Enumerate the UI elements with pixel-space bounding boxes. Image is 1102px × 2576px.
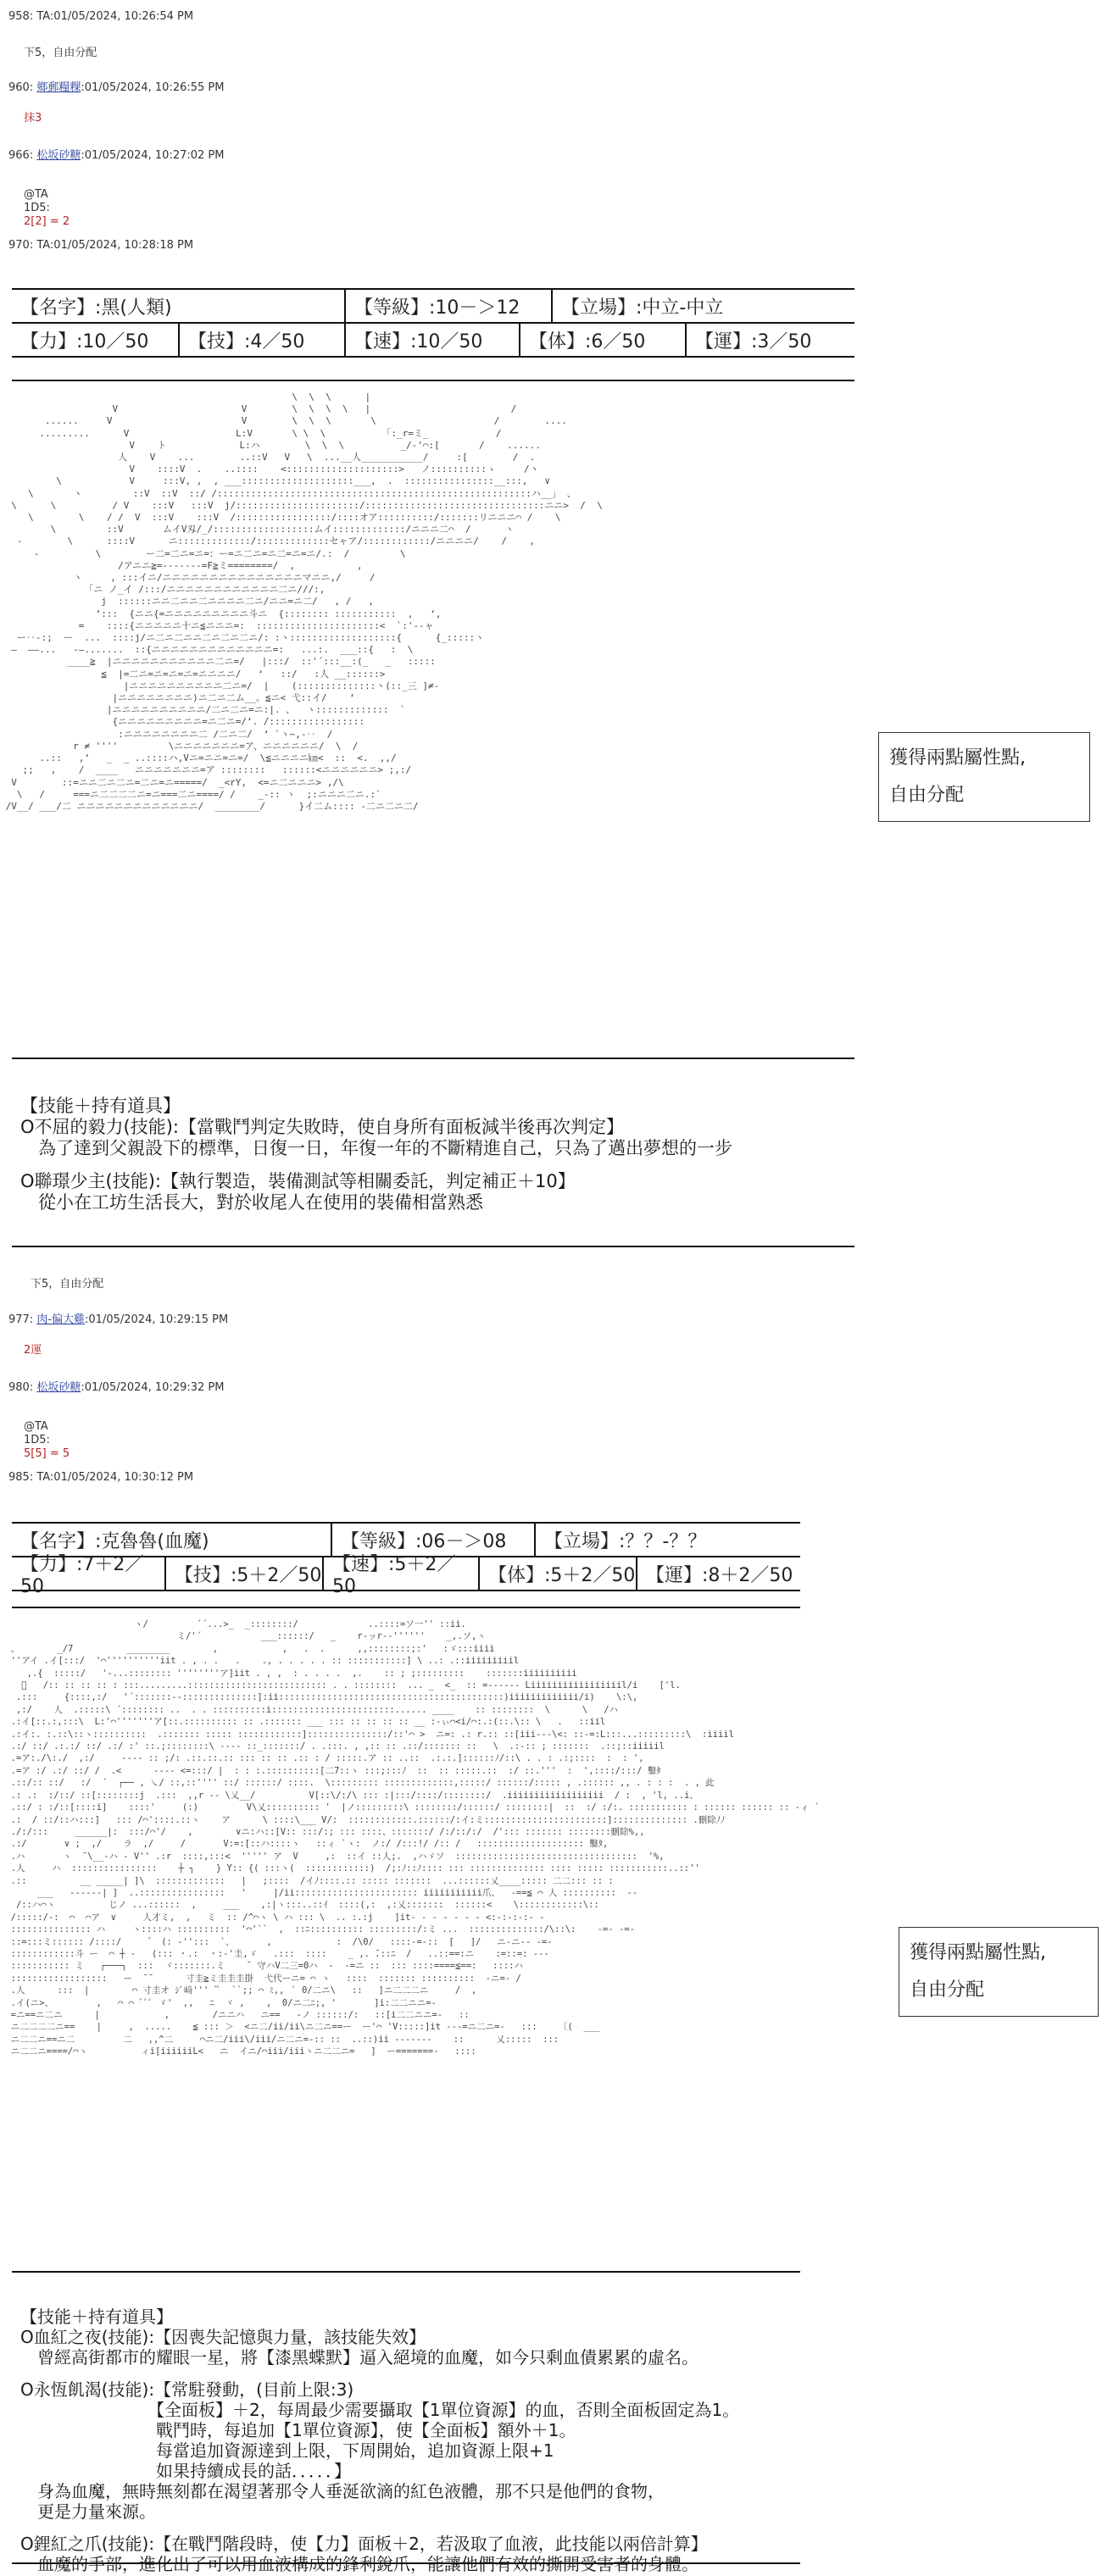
skill-title: O鋰紅之爪(技能):【在戰鬥階段時，使【力】面板＋2，若汲取了血液，此技能以兩倍計算】 xyxy=(20,2534,708,2554)
post-body-970: 下5，自由分配 xyxy=(31,1278,104,1291)
char2-name: 【名字】:克魯魯(血魔) xyxy=(20,1530,209,1552)
char2-side-note: 獲得兩點屬性點, 自由分配 xyxy=(899,1927,1099,2017)
char1-side-note: 獲得兩點屬性點, 自由分配 xyxy=(878,732,1090,822)
skill-detail: 如果持續成長的話．．．．．】 xyxy=(20,2461,351,2481)
char1-stat-row-1 xyxy=(12,288,854,322)
char2-skills xyxy=(20,2286,739,2574)
skill-detail: 【全面板】＋2，每周最少需要攝取【1單位資源】的血，否則全面板固定為1。 xyxy=(20,2400,740,2420)
skill-desc: 身為血魔，無時無刻都在渴望著那令人垂涎欲滴的紅色液體，那不只是他們的食物， xyxy=(20,2481,665,2501)
char1-luck: 【運】:3／50 xyxy=(685,324,854,356)
char2-art-top-rule xyxy=(12,1607,800,1608)
post-body-980: @TA 1D5: 5[5] = 5 xyxy=(24,1420,70,1460)
char1-art-top-rule xyxy=(12,380,854,381)
char1-ascii-art: \ \ \ | V V \ \ \ \ | / ...... V V \ \ \ \ / .... ......... V L:V \ \ \ 「:_r=ミ_ / V ト L:ハ \ \ \ _/-'⌒:[ / ...... 人 V ... ..::V V \ ...__人___________/ :[ / . V ::::V . ..:::: <::::::::::::::::::::> ノ::::::::::ゝ /ヽ \ V :::V, , , ___::::::::::::::::::::___, . ::::::::::::::::__:::, ∨ \ ヽ ::V ::V ::/ /::::::::::::::::::::::::::::::::::::::::::::::::::::::::ハ__」 、 \ \ / V :::V :::V j/::::::::::::::::::::::/::::::::::::::::::::::::::::::::ニニ> / \ \ \ / / V :::V :::V /:::::::::::::::::/::::オア::::::::::/:::::::リニニニ⌒ / \ \ ::V ムイV刄/_/::::::::::::::::::ムイ:::::::::::::/ニニニ二⌒ / ヽ - \ ::::V ニ:::::::::::::/:::::::::::::セャア/::::::::::::/ニニニニ/ / , - \ ー二=二ニ=ニ=：ー=ニ二ニ=ニ二=ニ=ニ/.: / \ /アニニ≧=-------=F≧ミ========/ , , ヽ , :::イニ/ニニニニニニニニニニニニニニニマニニ,/ / 「ニ ノ_イ /:::/ニニニニニニニニニニニニ二ニ///:, j ::::::ニニ二ニニ二ニニニニ二ニ/ニニ=ニ二/ , / , ‘::: {ニニ{=ニニニニニニニニニ斗ニ {:::::::: ::::::::::: , ‘, = ::::{ニニニニニ十ニ≦ニニニ=: ::::::::::::::::::::::< `:'‐-ャ ー‥-:; ー ... ::::j/ニ二ニ二ニニ二ニ二ニ二ニ/: :ヽ:::::::::::::::::::{ {_:::::ヽ — ——... -—....... ::{ニニニニニニニニニニニニニ=: ...:. ___::{ : \ ____≧ |ニニニニニニニニニニニ二ニ=/ |:::/ ::'´:::__:(_ _ ::::: ≦ |=二ニ=ニ=ニ=ニ=ニニニニ/ ‘ ::/ :人 __::::::> |ニニニニニニニニニニ二ニ=/ | (::::::::::::::ヽ(::_三 ]≠- |ニニニニニニニニ)ニ二ニ二ム__。≦ニ< 弋::イ/ ‘ |ニニニニニニニニニニ/二ニ二ニ=ニ:|. 、 ヽ::::::::::::: ` {ニニニニニニニニニ=ニ二ニ=/‘. /::::::::::::::::: :ニニニニニニニニ二 /二ニ二/ ‘ `ヽ~,-‥ / r ≠ '''' \ニニニニニニニ=ア、ニニニニニニ/ \ / ..:: ,‘ _ _ ..::::ハ,Vニ=ニニ=ニ=/ \≦ニニニニ㎞< :: <. ,,/ ;; , / ____ ニニニニニニニ=ア :::::::: ::::::<ニニニニニニ> ;,:/ V ::=ニニ二ニ二ニ=二ニ=ニ=====/ _<rY, <=ニ二ニニニ> ,/\ \ / ===ニ二二二二ニ=ニ===二ニ====/ / _-:: ヽ ;:ニニニ二ニ.:` /V__/ ___/二 ニニニニニニニニニニニニニ/ ________/ }イ二ム:::: -二ニ二ニ二/ xyxy=(5,391,603,812)
char1-stat-table xyxy=(12,288,854,358)
post-header-966: 966: 松坂砂糖:01/05/2024, 10:27:02 PM xyxy=(8,149,225,162)
char2-skills-top-rule xyxy=(12,2271,800,2273)
char1-spd: 【速】:10／50 xyxy=(344,324,519,356)
post-body-958: 下5，自由分配 xyxy=(24,47,97,59)
char2-spd: 【速】:5＋2／50 xyxy=(322,1557,478,1590)
poster-name-link[interactable]: 鄉郵糧粿 xyxy=(36,81,81,94)
char2-level: 【等級】:06－＞08 xyxy=(331,1524,534,1556)
post-header-960: 960: 鄉郵糧粿:01/05/2024, 10:26:55 PM xyxy=(8,81,225,94)
char1-body: 【体】:6／50 xyxy=(519,324,685,356)
char1-skills xyxy=(20,1074,732,1213)
post-body-977: 2運 xyxy=(24,1344,42,1357)
char1-skills-bottom-rule xyxy=(12,1246,854,1247)
char2-stat-row-2 xyxy=(12,1554,800,1597)
skill-desc: 血魔的手部，進化出了可以用血液構成的鋒利銳爪，能讓他們有效的撕開受害者的身體。 xyxy=(20,2554,698,2574)
skill-desc: 為了達到父親設下的標準，日復一日，年復一年的不斷精進自己，只為了邁出夢想的一步 xyxy=(20,1138,732,1158)
post-body-960: 抹3 xyxy=(24,112,42,125)
char2-body: 【体】:5＋2／50 xyxy=(478,1557,636,1590)
char2-tech: 【技】:5＋2／50 xyxy=(164,1557,322,1590)
skill-title: O不屈的毅力(技能):【當戰鬥判定失敗時，使自身所有面板減半後再次判定】 xyxy=(20,1117,624,1137)
skill-title: O聯璟少主(技能):【執行製造，裝備測試等相關委託，判定補正＋10】 xyxy=(20,1171,576,1191)
post-body-966: @TA 1D5: 2[2] = 2 xyxy=(24,188,70,228)
skill-detail: 戰鬥時，每追加【1單位資源】，使【全面板】額外＋1。 xyxy=(20,2420,576,2440)
char2-stance: 【立場】:？？-？？ xyxy=(534,1524,800,1556)
post-header-970: 970: TA:01/05/2024, 10:28:18 PM xyxy=(8,239,194,252)
char1-str: 【力】:10／50 xyxy=(20,330,149,353)
skill-title: O永恆飢渴(技能):【常駐發動，(目前上限:3) xyxy=(20,2379,354,2400)
post-header-958: 958: TA:01/05/2024, 10:26:54 PM xyxy=(8,10,194,23)
char2-skills-bottom-rule xyxy=(12,2562,800,2564)
skill-desc: 曾經高街都市的耀眼一星，將【漆黑蝶默】逼入絕境的血魔，如今只剩血債累累的虛名。 xyxy=(20,2347,698,2368)
post-header-980: 980: 松坂砂糖:01/05/2024, 10:29:32 PM xyxy=(8,1381,225,1394)
poster-name-link[interactable]: 松坂砂糖 xyxy=(36,1381,81,1394)
char1-skills-top-rule xyxy=(12,1058,854,1059)
char2-stat-table xyxy=(12,1522,800,1597)
char1-name: 【名字】:黑(人類) xyxy=(20,297,172,319)
post-header-977: 977: 肉-偏大雞:01/05/2024, 10:29:15 PM xyxy=(8,1313,229,1326)
skills-title: 【技能＋持有道具】 xyxy=(20,2307,173,2327)
char1-stat-row-2 xyxy=(12,322,854,358)
poster-name-link[interactable]: 松坂砂糖 xyxy=(36,149,81,162)
skill-title: O血紅之夜(技能):【因喪失記憶與力量，該技能失效】 xyxy=(20,2327,426,2347)
skill-desc: 從小在工坊生活長大，對於收尾人在使用的裝備相當熟悉 xyxy=(20,1192,483,1213)
post-header-985: 985: TA:01/05/2024, 10:30:12 PM xyxy=(8,1471,194,1484)
char2-str: 【力】:7＋2／50 xyxy=(20,1554,144,1597)
poster-name-link[interactable]: 肉-偏大雞 xyxy=(36,1313,86,1326)
char1-level: 【等級】:10－＞12 xyxy=(344,290,551,322)
skills-title: 【技能＋持有道具】 xyxy=(20,1096,181,1116)
char1-tech: 【技】:4／50 xyxy=(178,324,344,356)
char2-ascii-art: ヽ/ ´´...>_ _::::::::/ ..::::=ソ一'' ::ii. ミ/'´ ___::::::/ _ r-ッr--'''''' _,.ソ,ヽ 、 _/7 ________ , , . . ,,::::::::;:' :ゞ:::iiii ''アイ .イ[:::/ '⌒''''''''''iit . , . . . ., . . . . . :: :::::::::::] \ ..: .::iiiiiiiiil ,.{ :::::/ '-...:::::::: ''''''''ア]iit . , , : . . . . ,. :: ; ;::::::::: :::::::iiiiiiiiii ゚ /:: :: :: :: : :::.........:::::::::::::::::::::::::: . . :::::::: ... _ <_ :: =------ Liiiiiiiiiiiiiiiiil/i ['l. .::: {::::,:/ '´:::::::--::::::::::::::]:ii::::::::::::::::::::::::::::::::::::::::::)iiiiiiiiiiiii/i) \:\, ,:/ 人 .:::::\ ´:::::::: .. . . ::::::::::i:::::::::::::::::::::::...... ____ :: :::::::: \ \ /ハ .:イ[::.:,:::\ L:'⌒'''''''ア[::.:::::::::: :: .::::::: ___ ::: :: :: :: :: __ :-ぃ⌒<i/⌒:.:(::.\:: \ . ::iil .:イ:. :.::\::ヽ:::::::::: .::::::: ::::: ::::::::::::]:::::::::::::::/::'⌒ > ニ=: .: r.:: ::[iii---\<: ::-=:L:::...:::::::::\ :iiiil .:/ ::/ .:.:/ ::/ .:/ :' ::.;::::::::\ ---- ::_:::::::/ . .:::. , ,:: :: .::/::::::: :: \ .:-:: ; ::::::: .::;::iiiiil .=ア:./\:./ ,:/ ---- :: ;/: .::.::.:: ::: :: :: .:: : / :::::.ア :: ..:: .:.:.]::::::ﾉ/::\ . . : .:;:::: : : ', .=ア :/ .:/ ::/ / .< ---- <=:::/ | : : :.::::::::::[二7::ヽ :::;:::ﾉ :: :: :::::.:: :/ ::.''' : ',::::/:::/ 鑿ﾀ .::/:: ::/ :/ ´ ┌── , ㇏/ ::,::'''' ::/ ::::::/ ::::. \::::::::: :::::::::::::,:::::/ ::::::/::::: , .:::::: ,, . : : : . , 此 .: .: :/::/ ::[::::::::j .::: ,,r -- \乂__/ V[::\/:/\ ::: :|:::/::::/::::::::/ .iiiiiiiiiiiiiiiiii / : , 'l, ..i、 .::/ : :/::[::::i] ::::' (:) V\乂:::::::::: ' |ノ:::::::::\ ::::::::/::::::/ ::::::::| :: :/ :/:. ::::::::::: : :::::: :::::: :: -ィ ` .: / ::/::ハ:::] ::: /⌒'::::.::ヽ ア \ ::::\___ V/: ::::::::::::.::::::/:イ:ミ:::::::::::::::::::::::]:::::::::::::: .刪除ﾉﾉ ./:/::: ______|: :::/⌒'/ , ∨ニ:ハ::[V:: :::/:; ::: ::::、:::::::/ /:/::/:/ /'::: ::::::: ::::::::刪除%,, .:/ ∨ ; ,/ ラ ,/ / V:=:[::ハ::::ヽ ::ィ `ヽ: ノ:/ /:::!/ /:: / :::::::::::::::::::: 鑿ﾀ, .ハ ヽ ̄ \__-ハ - V'' .:r ::::,:::< ''''' ア V ,: ::イ ::人;. ,ハゞソ :::::::::::::::::::::::::::::::::: '%, .人 ハ :::::::::::::::: ┼ ┐ } Y:: {( :::ヽ( ::::::::::::) /;:ﾉ::ﾉ:::: ::: :::::::::::::: :::: ::::: :::::::::::..::'' .:: __ _____| ]\ ::::::::::::: | ;:::: /イﾉ::::.:: ::::: ::::::: ...::::::乂____::::: 二二::: :: : ___ ------| ] ..:::::::::::::::: ' |/ii::::::::::::::::::::::: iiiiiiiiiii爪、 -==≦ ⌒ 人 :::::::::: -- /::ハ⌒ヽ じノ ...:::::: , ___ ,:|ヽ:::..::ｲ ::::(,: ,:乂::::::: ::::::< \::::::::::::\:: /:::::/-: ⌒ ⌒ア ∨ 人才ミ, , ミ :: /^⌒ヽ \ ハ ::: \ .. :.:j ]it- - - - - - - <:-:-:-:- - ::::::::::::::: ハ ヽ::::ハ :::::::::: '⌒'`` , ::ﾆ:::::::::: :::::::::/:ミ ... ::::::::::::::/\::\: -=- -=- ::=:::ミ:::::: /::::/ ゚ (: ‐''::: `、 , : /\0/ ::::-=-:: [ ]/ ニ-ニ-- -=- ::::::::::::斗 ー ⌒ ┼ - (::: ・.: ・:-'圭,ゞ .::: :::: _ ,. ̄.::ﾆ / ..::==:ニ :=::=: --- ::::::::::: ミ ┌───┐ ::: ヾ:::::::.ミ ̄ 守ハV二三=0ハ - -=ニ :: ::: ::::====≦==: ::::ハ :::::::::::::::::: ー ̄ ̄ 寸圭≧ミ圭圭圭掛 弋代ーニ= ⌒ ヽ :::: ::::::: :::::::::: -ニ=- / .人 ::: | ⌒ 寸圭オ ｼﾞ﨑''' ゚ﾟ ``;; ⌒ ﾐ,, ﾞ 0/二ニ\ :: ]ニ二二二ニ / , .イ(ニ>、 , ⌒ ⌒ ゚ ﾟﾟ ゞ' ,, ﾆ ヾ , , 0/ニ二ﾆ;, ' ]i:二二ニニ=- =ニ==ニ二ニ | , /ニニハ ニ== -ノ ::::::/: ::[i二二ニニ=- :: ニ二二二二ニ== | , ..... ≦ ::: ＞ <ニ二/ii/ii\ニ二ニ==ー ー'⌒ 'V:::::]it ---=ニ二ニ=- ::: 〔( ___ ニ二二ニ==ニ二 二 ,,^二 ⌒ニ二/iii\/iii/ニ二ニ=-:: :: ..::)ii ------- :: 乂::::: ::: ニ二二ニ====/⌒ヽ ィi[iiiiiiL< ニ イニ/⌒iii/iiiヽニ二二ニ= ] ー=======- :::: xyxy=(10,1619,821,2057)
skill-desc: 更是力量來源。 xyxy=(20,2501,156,2522)
skill-detail: 每當追加資源達到上限，下周開始，追加資源上限+1 xyxy=(20,2440,554,2461)
char1-stance: 【立場】:中立-中立 xyxy=(551,290,854,322)
char2-luck: 【運】:8＋2／50 xyxy=(636,1557,800,1590)
